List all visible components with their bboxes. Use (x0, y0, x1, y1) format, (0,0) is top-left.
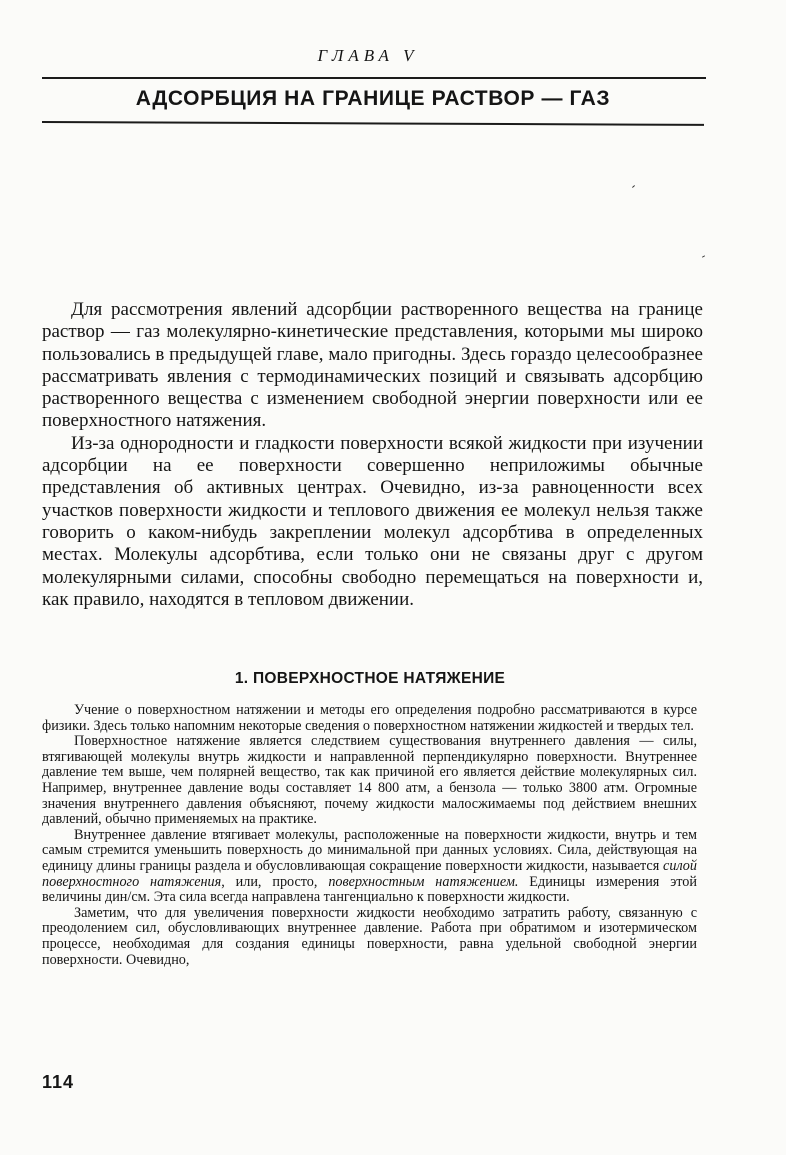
header-rule-bottom (42, 121, 704, 126)
page-number: 114 (42, 1072, 75, 1092)
section-paragraph (42, 828, 697, 906)
section-body (42, 703, 697, 968)
section-paragraph: Учение о поверхностном натяжении и методы его определения подробно рассматриваются в курсе физики. Здесь только напомним некоторые сведения о поверхностном натяжении жидкостей и твердых тел. (42, 702, 697, 734)
intro-text (42, 299, 703, 611)
term-surface-tension: поверхностным натяжением. (328, 873, 519, 890)
print-speck (632, 185, 635, 188)
paragraph-text: Внутреннее давление втягивает молекулы, расположенные на поверхности жидкости, внутрь и тем самым стремится уменьшить поверхность до минимальной при данных условиях. Сила, действующая на единицу длины границы раздела и обусловливающая сокращение поверхности жидкости, называется (42, 826, 697, 874)
paragraph-text: Единицы измерения этой величины дин/см. Эта сила всегда направлена тангенциально к поверхности жидкости. (42, 873, 697, 906)
header-rule-top (42, 77, 706, 79)
intro-paragraph: Из-за однородности и гладкости поверхности всякой жидкости при изучении адсорбции на ее поверхности совершенно неприложимы обычные представления об активных центрах. Очевидно, из-за равноценности всех участков поверхности жидкости и теплового движения ее молекул нельзя также говорить о каком-нибудь закреплении молекул адсорбтива в определенных местах. Молекулы адсорбтива, если только они не связаны друг с другом молекулярными силами, способны свободно перемещаться на поверхности и, как правило, находятся в тепловом движении. (42, 432, 703, 610)
paragraph-text: , или, просто, (221, 873, 329, 890)
section-paragraph: Заметим, что для увеличения поверхности жидкости необходимо затратить работу, связанную с преодолением сил, обусловливающих внутреннее давление. Работа при обратимом и изотермическом процессе, необходимая для создания единицы поверхности, равна удельной свободной энергии поверхности. Очевидно, (42, 904, 697, 968)
term-surface-tension-force: силой поверхностного натяжения (42, 857, 697, 890)
chapter-title: АДСОРБЦИЯ НА ГРАНИЦЕ РАСТВОР — ГАЗ (135, 87, 611, 110)
print-speck (702, 255, 705, 257)
section-title: 1. ПОВЕРХНОСТНОЕ НАТЯЖЕНИЕ (234, 670, 506, 687)
chapter-label: ГЛАВА V (317, 46, 419, 65)
intro-paragraph: Для рассмотрения явлений адсорбции растворенного вещества на границе раствор — газ молекулярно-кинетические представления, которыми мы широко пользовались в предыдущей главе, мало пригодны. Здесь гораздо целесообразнее рассматривать явления с термодинамических позиций и связывать адсорбцию растворенного вещества с изменением свободной энергии поверхности или ее поверхностного натяжения. (42, 299, 703, 432)
section-paragraph: Поверхностное натяжение является следствием существования внутреннего давления — силы, втягивающей молекулы внутрь жидкости и направленной перпендикулярно поверхности. Внутреннее давление тем выше, чем полярней вещество, так как причиной его является действие молекулярных сил. Например, внутреннее давление воды составляет 14 800 атм, а бензола — только 3800 атм. Огромные значения внутреннего давления объясняют, почему жидкости малосжимаемы под действием внешних давлений, обычно применяемых на практике. (42, 733, 697, 828)
